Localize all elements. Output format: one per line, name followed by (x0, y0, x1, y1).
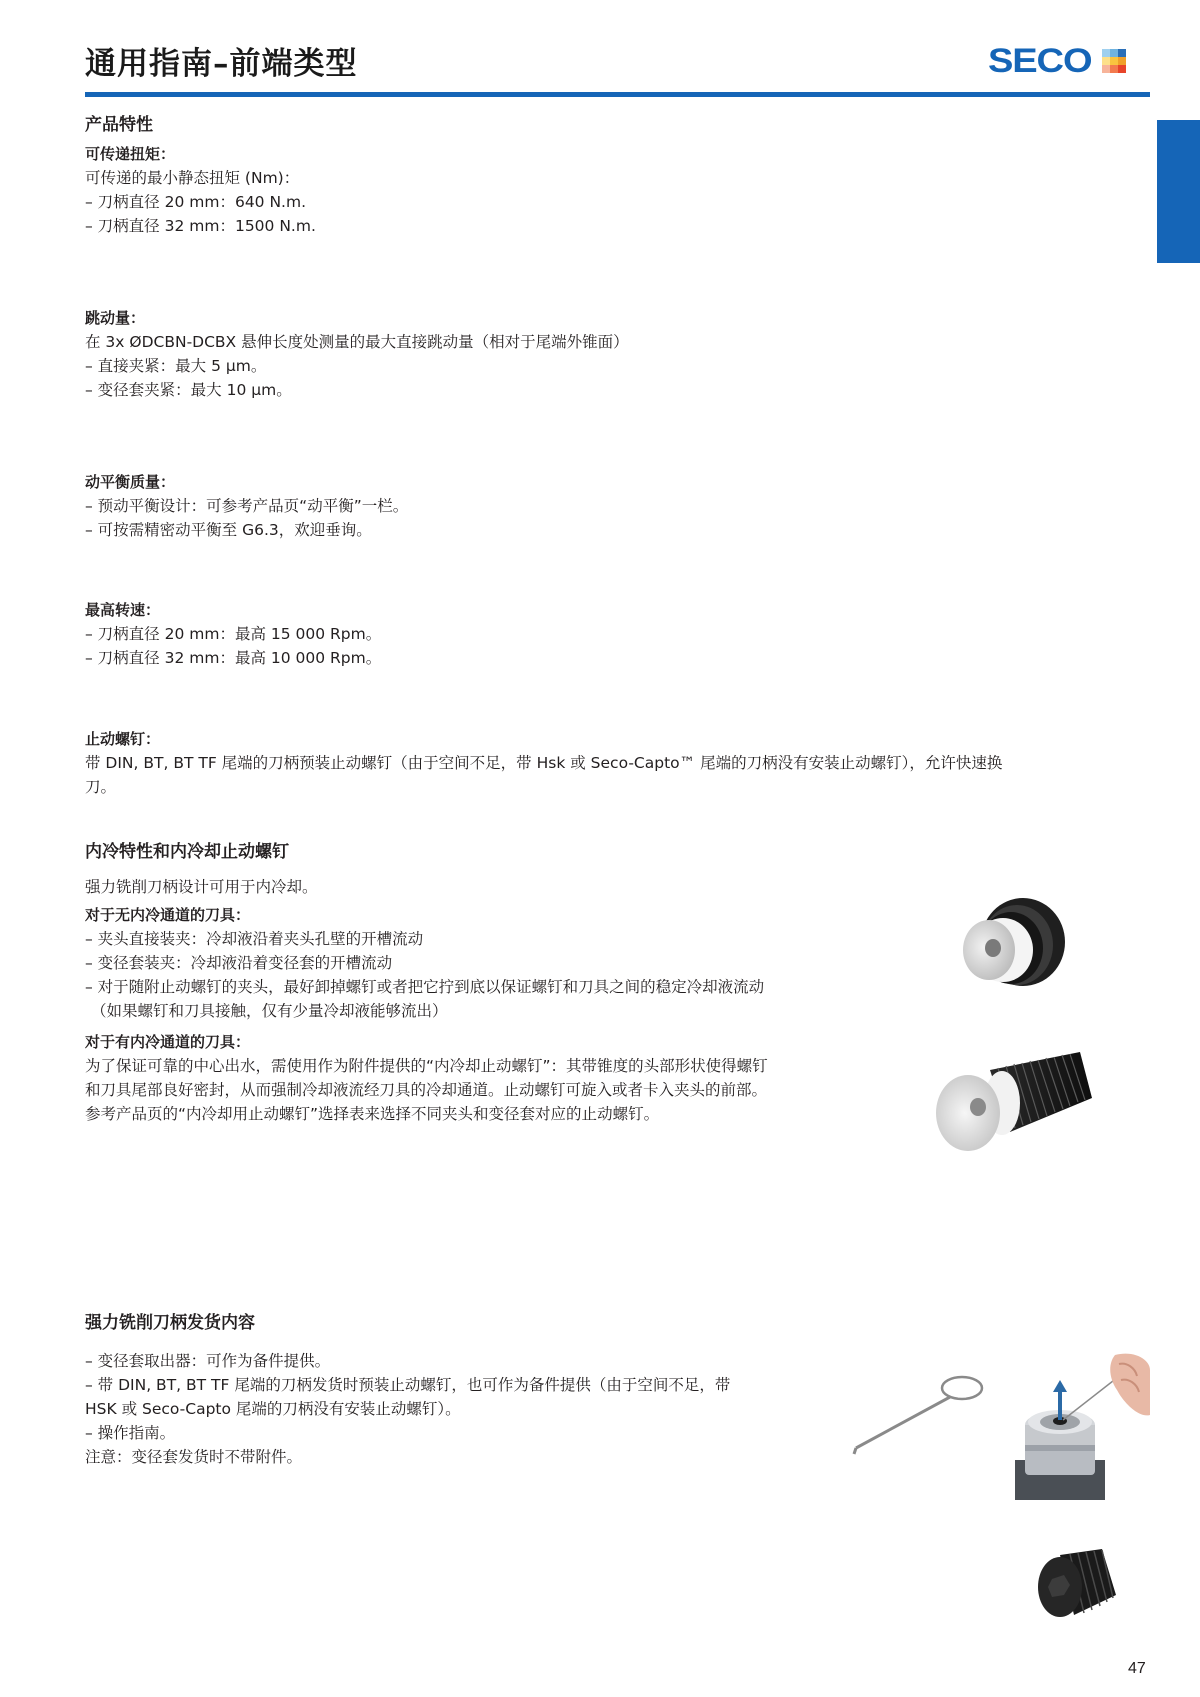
torque-block (85, 142, 316, 238)
extractor-in-use-image (1015, 1350, 1150, 1500)
balance-line: – 预动平衡设计：可参考产品页“动平衡”一栏。 (85, 497, 409, 515)
balance-line: – 可按需精密动平衡至 G6.3，欢迎垂询。 (85, 521, 372, 539)
logo-color-squares-icon (1102, 49, 1126, 73)
torque-heading: 可传递扭矩： (85, 145, 176, 163)
stop-screw-image (1030, 1545, 1120, 1625)
torque-line: – 刀柄直径 32 mm：1500 N.m. (85, 217, 316, 235)
torque-line: 可传递的最小静态扭矩 (Nm)： (85, 169, 300, 187)
delivery-line: 注意：变径套发货时不带附件。 (85, 1448, 303, 1466)
runout-block (85, 306, 629, 402)
no-channel-line: – 夹头直接装夹：冷却液沿着夹头孔壁的开槽流动 (85, 930, 424, 948)
balance-heading: 动平衡质量： (85, 473, 176, 491)
seco-logo (988, 44, 1126, 78)
page-title: 通用指南–前端类型 (85, 46, 358, 82)
stop-screw-block (85, 727, 1125, 799)
no-channel-heading: 对于无内冷通道的刀具： (85, 906, 251, 924)
delivery-line: – 操作指南。 (85, 1424, 176, 1442)
delivery-line: – 变径套取出器：可作为备件提供。 (85, 1352, 331, 1370)
max-speed-line: – 刀柄直径 20 mm：最高 15 000 Rpm。 (85, 625, 382, 643)
no-channel-block (85, 903, 764, 1023)
sleeve-extractor-image (850, 1370, 990, 1460)
max-speed-block (85, 598, 381, 670)
section-title-delivery: 强力铣削刀柄发货内容 (85, 1313, 255, 1333)
coolant-stop-screw-long-image (920, 1040, 1095, 1160)
with-channel-heading: 对于有内冷通道的刀具： (85, 1033, 251, 1051)
stop-screw-line: 带 DIN, BT, BT TF 尾端的刀柄预装止动螺钉（由于空间不足，带 Hsk 或 Seco-Capto™ 尾端的刀柄没有安装止动螺钉），允许快速换 (85, 754, 1003, 772)
balance-block (85, 470, 408, 542)
with-channel-block (85, 1030, 768, 1126)
runout-line: 在 3x ØDCBN-DCBX 悬伸长度处测量的最大直接跳动量（相对于尾端外锥面） (85, 333, 629, 351)
section-title-product-features: 产品特性 (85, 115, 153, 135)
chapter-side-tab (1157, 120, 1200, 263)
no-channel-line: （如果螺钉和刀具接触，仅有少量冷却液能够流出） (91, 1002, 448, 1020)
with-channel-line: 参考产品页的“内冷却用止动螺钉”选择表来选择不同夹头和变径套对应的止动螺钉。 (85, 1105, 660, 1123)
section-title-internal-coolant: 内冷特性和内冷却止动螺钉 (85, 842, 289, 862)
max-speed-line: – 刀柄直径 32 mm：最高 10 000 Rpm。 (85, 649, 382, 667)
with-channel-line: 为了保证可靠的中心出水，需使用作为附件提供的“内冷却止动螺钉”：其带锥度的头部形状使得螺钉 (85, 1057, 768, 1075)
coolant-stop-screw-short-image (945, 890, 1075, 995)
runout-heading: 跳动量： (85, 309, 146, 327)
delivery-line: HSK 或 Seco-Capto 尾端的刀柄没有安装止动螺钉）。 (85, 1400, 461, 1418)
stop-screw-heading: 止动螺钉： (85, 730, 161, 748)
runout-line: – 变径套夹紧：最大 10 μm。 (85, 381, 292, 399)
max-speed-heading: 最高转速： (85, 601, 161, 619)
header-rule (85, 92, 1150, 97)
coolant-intro: 强力铣削刀柄设计可用于内冷却。 (85, 878, 318, 896)
with-channel-line: 和刀具尾部良好密封，从而强制冷却液流经刀具的冷却通道。止动螺钉可旋入或者卡入夹头的前部。 (85, 1081, 768, 1099)
page-number: 47 (1128, 1660, 1146, 1677)
torque-line: – 刀柄直径 20 mm：640 N.m. (85, 193, 307, 211)
runout-line: – 直接夹紧：最大 5 μm。 (85, 357, 267, 375)
logo-text: SECO (988, 42, 1092, 80)
no-channel-line: – 对于随附止动螺钉的夹头，最好卸掉螺钉或者把它拧到底以保证螺钉和刀具之间的稳定冷却液流动 (85, 978, 765, 996)
no-channel-line: – 变径套装夹：冷却液沿着变径套的开槽流动 (85, 954, 393, 972)
delivery-line: – 带 DIN, BT, BT TF 尾端的刀柄发货时预装止动螺钉，也可作为备件提供（由于空间不足，带 (85, 1376, 731, 1394)
stop-screw-line: 刀。 (85, 778, 117, 796)
delivery-block (85, 1349, 730, 1469)
